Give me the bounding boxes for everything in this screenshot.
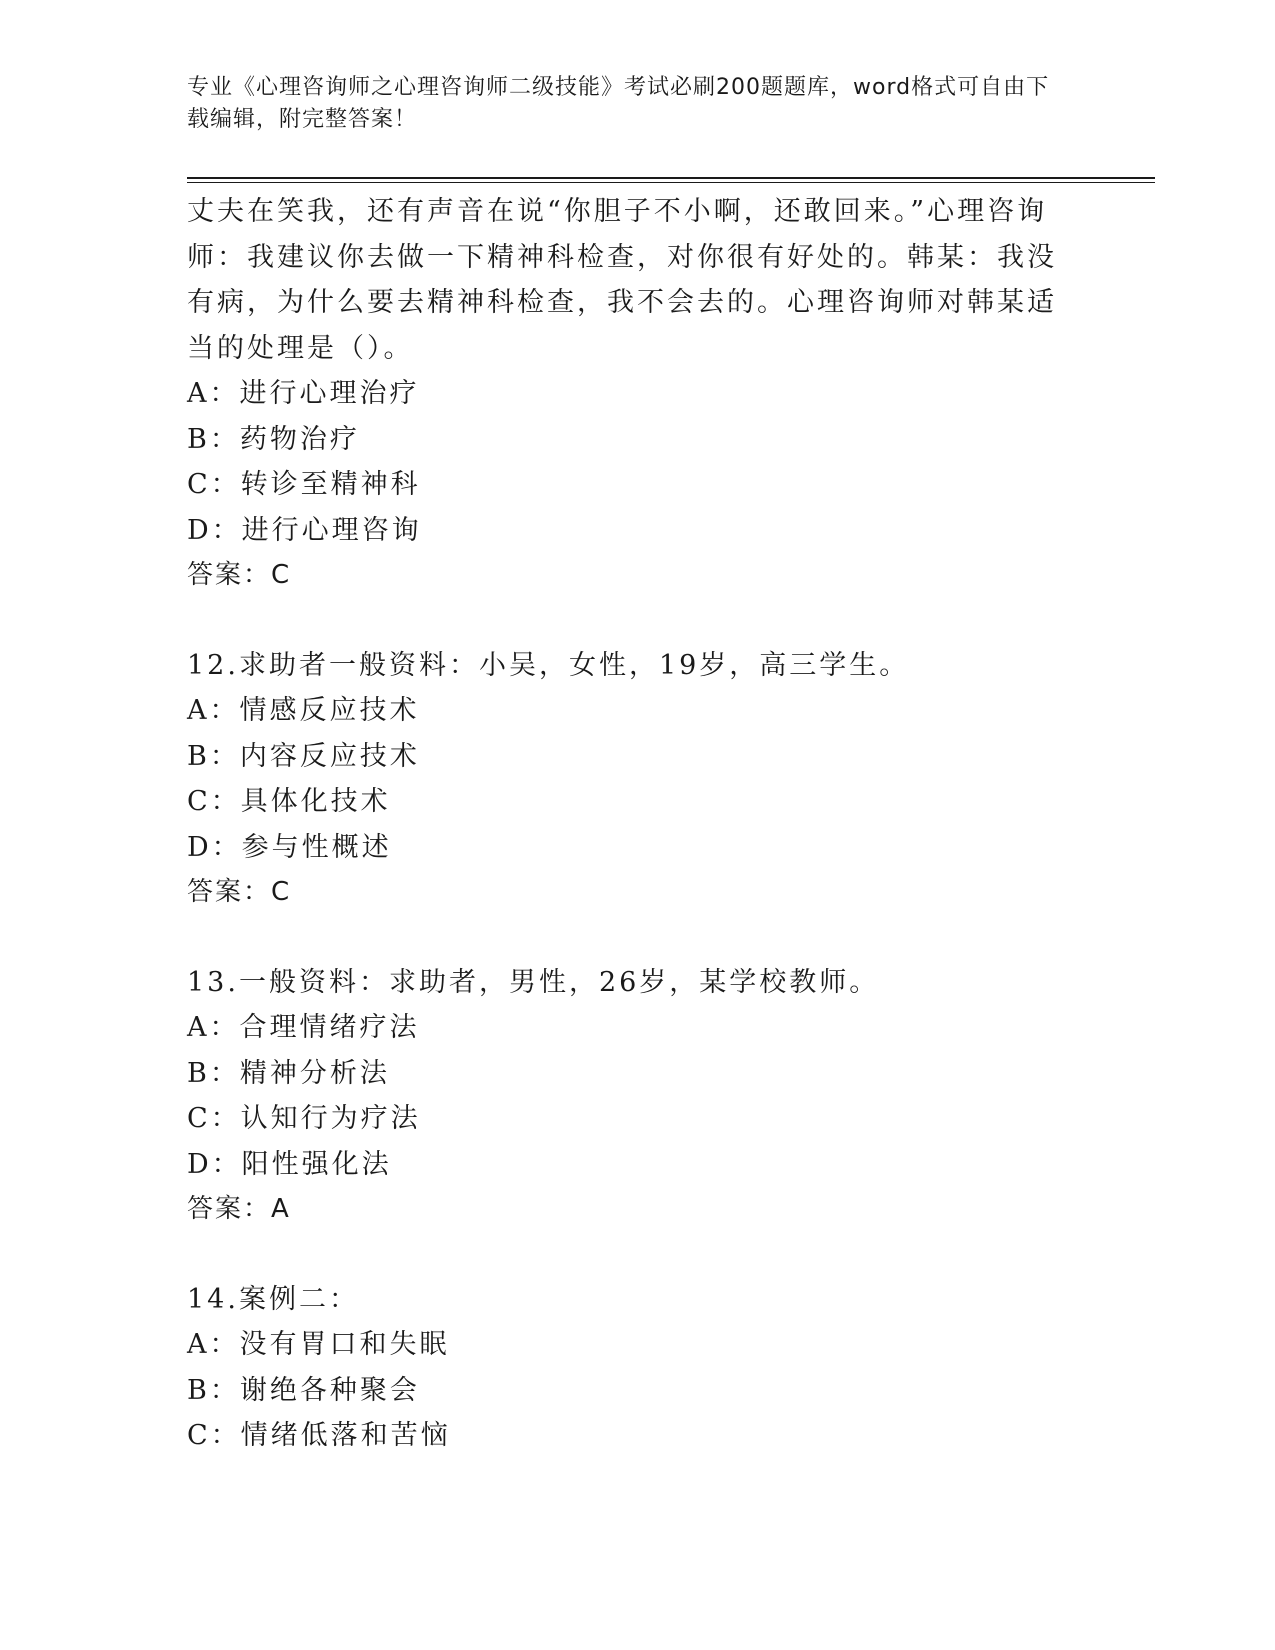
option-c: C：具体化技术 [187,786,391,817]
header-rule-thin [187,182,1155,183]
document-header: 专业《心理咨询师之心理咨询师二级技能》考试必刷200题题库，word格式可自由下载编辑，附完整答案！ [187,75,1050,132]
question-12 [187,643,1067,916]
question-stem: 丈夫在笑我，还有声音在说“你胆子不小啊，还敢回来。”心理咨询师：我建议你去做一下精神科检查，对你很有好处的。韩某：我没有病，为什么要去精神科检查，我不会去的。心理咨询师对韩某适当的处理是（）。 [187,196,1057,364]
question-stem: 14.案例二： [187,1283,359,1315]
question-stem: 13.一般资料：求助者，男性，26岁，某学校教师。 [187,966,880,998]
option-c: C：转诊至精神科 [187,469,421,500]
answer-line: 答案：A [187,1194,291,1224]
question-stem: 12.求助者一般资料：小吴，女性，19岁，高三学生。 [187,649,910,681]
answer-line: 答案：C [187,560,292,590]
document-body [187,189,1067,1459]
option-b: B：药物治疗 [187,423,360,455]
question-13 [187,960,1067,1233]
option-b: B：精神分析法 [187,1057,390,1089]
option-d: D：阳性强化法 [187,1148,392,1180]
option-a: A：合理情绪疗法 [187,1012,420,1043]
header-rule-thick [187,177,1155,179]
option-a: A：没有胃口和失眠 [187,1329,450,1360]
option-b: B：谢绝各种聚会 [187,1374,420,1406]
option-c: C：情绪低落和苦恼 [187,1420,451,1451]
option-a: A：进行心理治疗 [187,378,420,409]
option-d: D：参与性概述 [187,831,392,863]
option-a: A：情感反应技术 [187,695,420,726]
option-b: B：内容反应技术 [187,740,420,772]
option-c: C：认知行为疗法 [187,1103,421,1134]
question-14 [187,1277,1067,1459]
question-11-continuation [187,189,1067,599]
answer-line: 答案：C [187,877,292,907]
option-d: D：进行心理咨询 [187,514,422,546]
